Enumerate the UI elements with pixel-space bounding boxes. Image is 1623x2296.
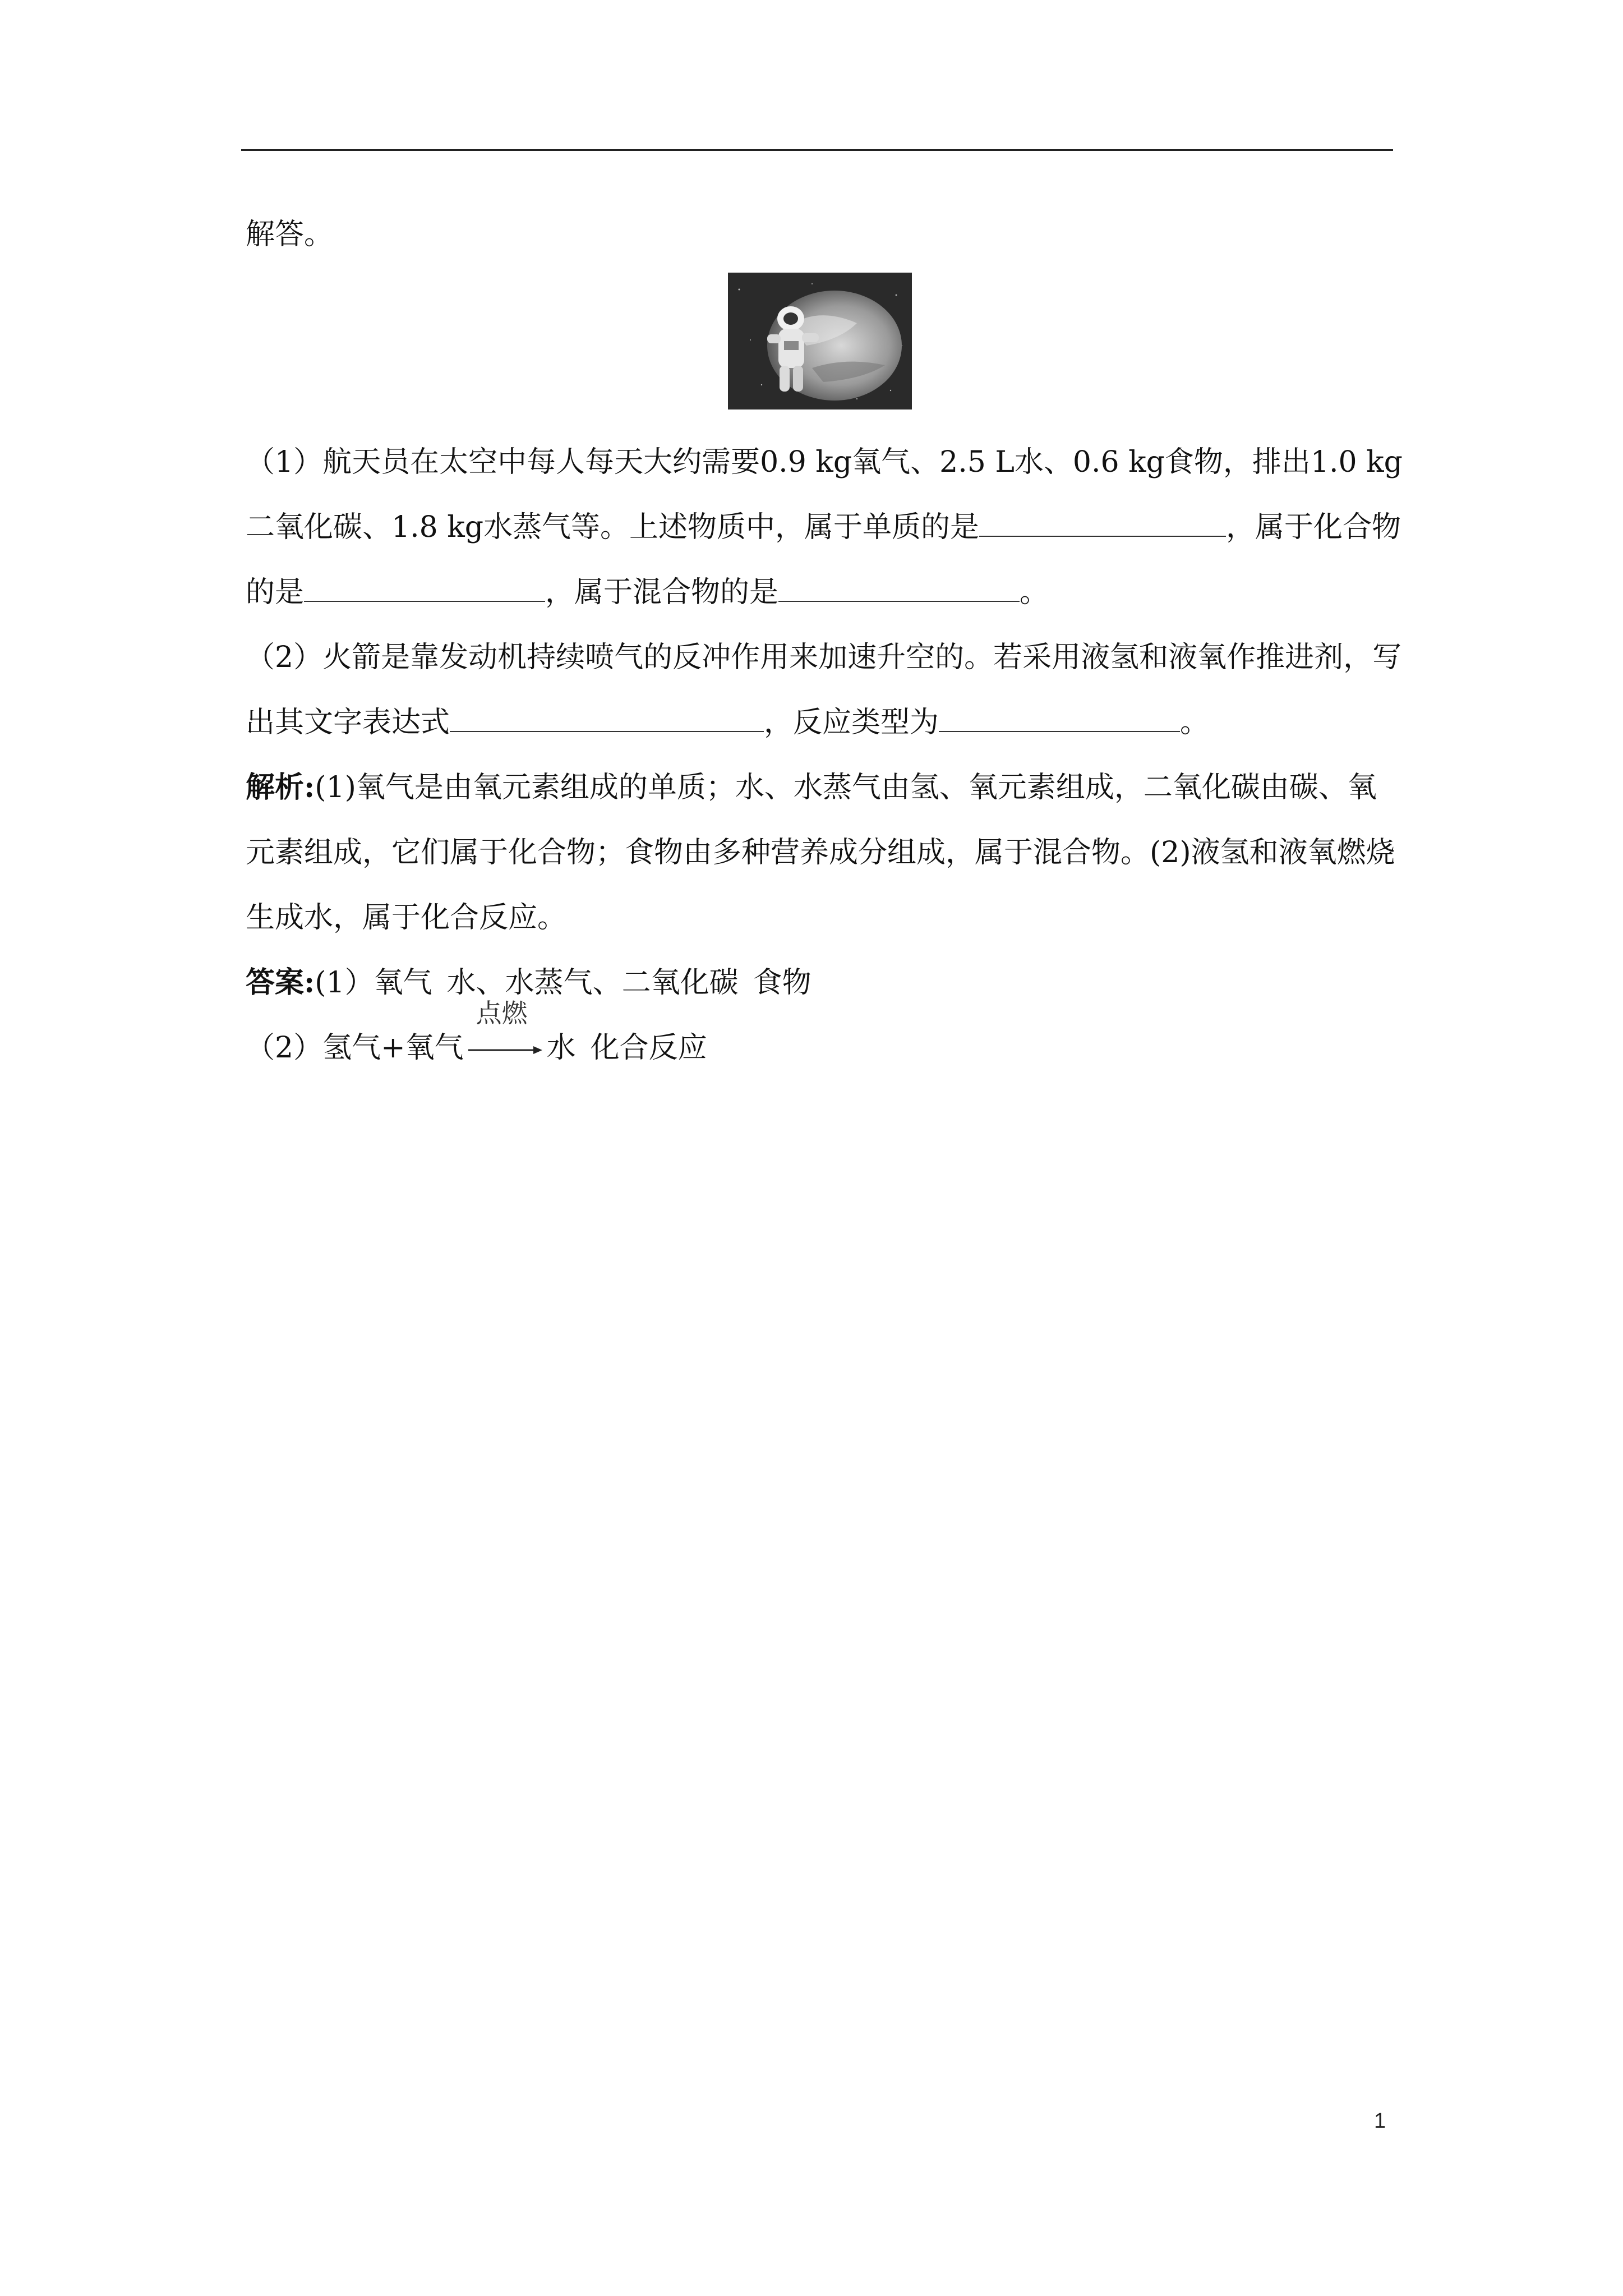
question-1-line-2 (246, 495, 1401, 560)
analysis-line-2: 元素组成，它们属于化合物；食物由多种营养成分组成，属于混合物。(2)液氢和液氧燃烧 (246, 836, 1395, 869)
answer-blank-elements[interactable] (979, 503, 1226, 537)
answer-part-2c: 化合反应 (590, 1031, 707, 1065)
right-arrow-icon (466, 1043, 545, 1057)
analysis-line-1 (246, 755, 1395, 820)
header-rule (241, 149, 1393, 151)
astronaut-earth-image (728, 273, 912, 409)
analysis-text-1: (1)氧气是由氧元素组成的单质；水、水蒸气由氢、氧元素组成，二氧化碳由碳、氧 (315, 771, 1377, 804)
question-2-line-2-text-a: 出其文字表达式 (246, 706, 450, 739)
question-1-line-2-text-a: 二氧化碳、1.8 kg水蒸气等。上述物质中，属于单质的是 (246, 510, 980, 544)
answer-blank-expression[interactable] (450, 698, 764, 732)
answer-blank-mixtures[interactable] (778, 568, 1020, 602)
content-body (246, 202, 1403, 1080)
question-1-line-3-text-b: ，属于混合物的是 (545, 576, 779, 609)
figure-container (246, 267, 1395, 418)
intro-text: 解答。 (246, 218, 334, 251)
answer-blank-compounds[interactable] (304, 568, 545, 602)
question-1-line-3-text-c: 。 (1020, 576, 1049, 609)
question-2-line-2-text-b: ，反应类型为 (764, 706, 939, 739)
question-2-line-2 (246, 690, 1395, 755)
page-number: 1 (1374, 2109, 1386, 2133)
question-2-line-1: （2）火箭是靠发动机持续喷气的反冲作用来加速升空的。若采用液氢和液氧作推进剂，写 (246, 641, 1402, 674)
reaction-condition: 点燃 (476, 997, 528, 1028)
question-1-line-3 (246, 560, 1395, 625)
question-1-line-3-text-a: 的是 (246, 576, 305, 609)
reaction-arrow (466, 997, 545, 1067)
answer-part-2b: 水 (546, 1031, 576, 1065)
answer-part-1b: 水、水蒸气、二氧化碳 (446, 966, 739, 1000)
question-1-line-1: （1）航天员在太空中每人每天大约需要0.9 kg氧气、2.5 L水、0.6 kg食物，排出1.0 kg (246, 445, 1403, 479)
answer-line-2 (246, 997, 1395, 1080)
question-1-line-2-text-b: ，属于化合物 (1226, 510, 1401, 544)
question-2-line-2-text-c: 。 (1180, 706, 1210, 739)
answer-part-2a: （2）氢气+氧气 (246, 1031, 464, 1065)
analysis-line-3: 生成水，属于化合反应。 (246, 901, 567, 935)
answer-line-1 (246, 950, 1395, 1015)
analysis-label: 解析: (246, 770, 315, 804)
answer-label: 答案: (246, 965, 315, 1000)
answer-part-1c: 食物 (753, 966, 811, 1000)
answer-part-1a: (1）氧气 (315, 966, 432, 1000)
answer-blank-reaction-type[interactable] (939, 698, 1180, 732)
